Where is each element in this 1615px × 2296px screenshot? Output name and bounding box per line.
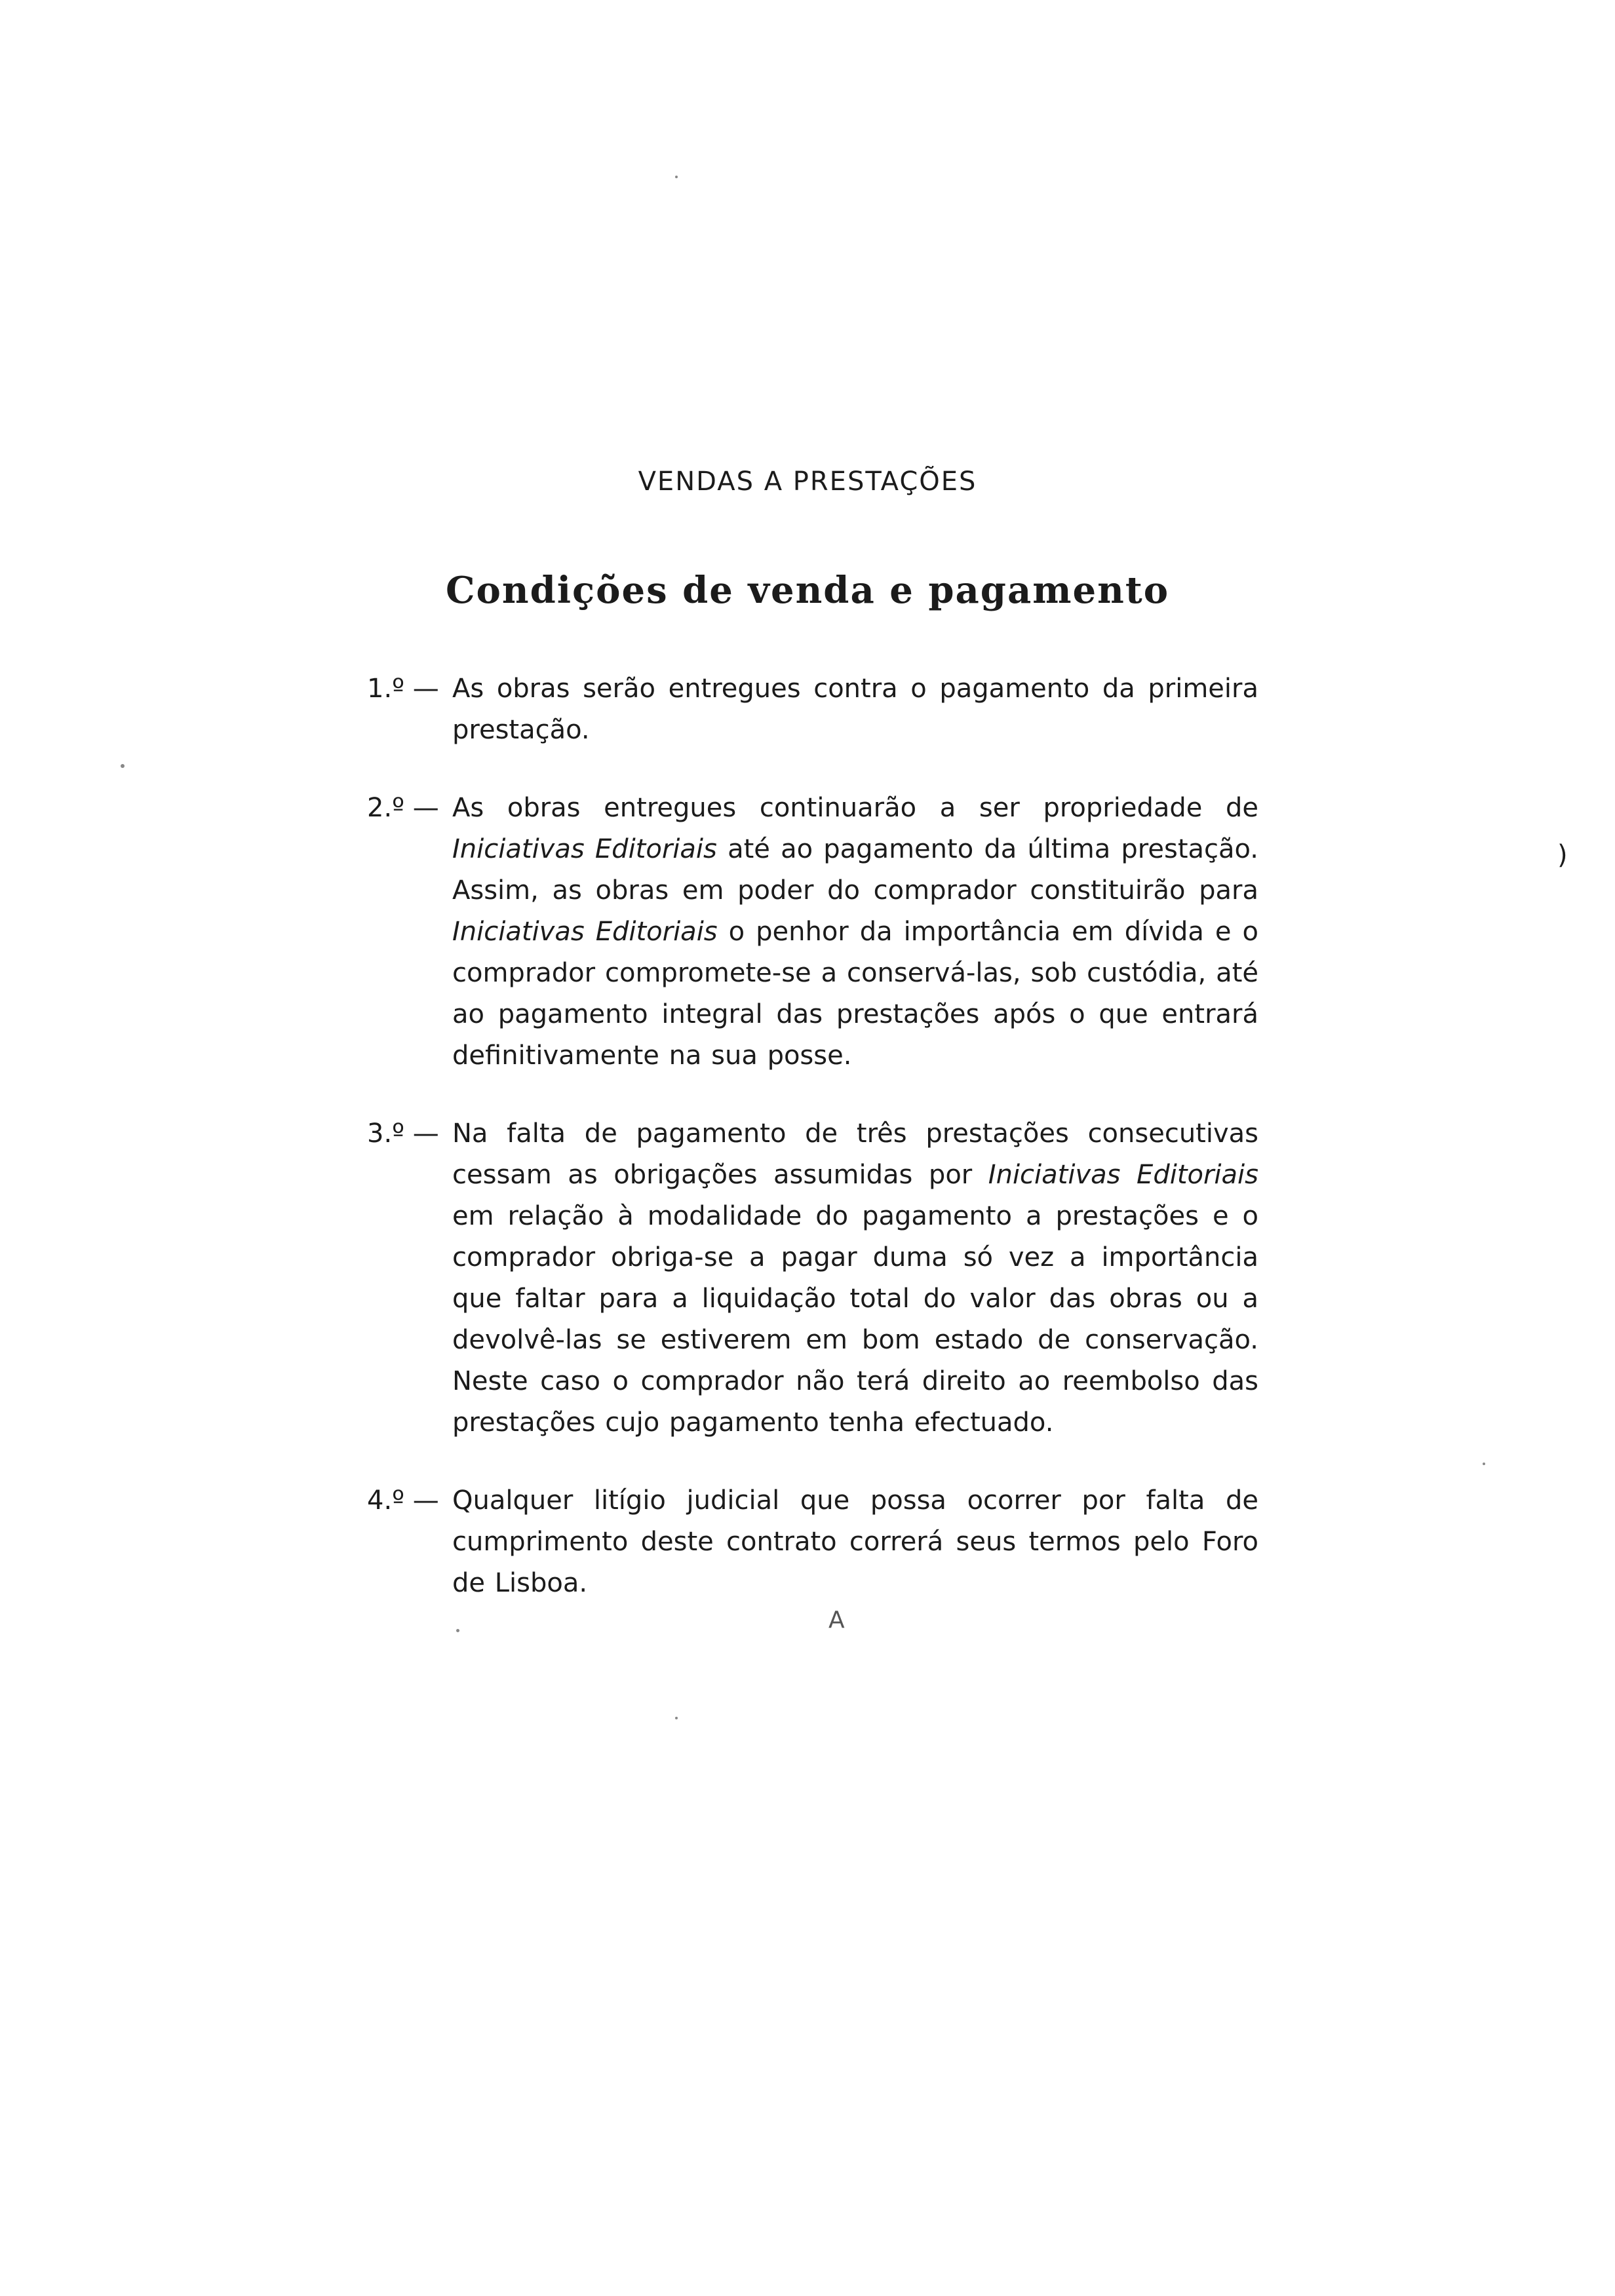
clause-item — [367, 1113, 1258, 1444]
clause-text-part: As obras entregues continuarão a ser propriedade de — [452, 793, 1258, 823]
clause-list — [367, 668, 1258, 1641]
clause-number: 4.º — — [367, 1485, 439, 1516]
page-title: VENDAS A PRESTAÇÕES — [638, 467, 977, 497]
scan-speck — [1483, 1463, 1485, 1465]
clause-text-part: As obras serão entregues contra o pagamento da primeira prestação. — [452, 674, 1258, 745]
clause-item — [367, 668, 1258, 751]
publisher-name: Iniciativas Editoriais — [452, 917, 718, 947]
clause-text-part: o penhor da importância em dívida e o comprador compromete-se a conservá-las, sob custódia, até ao pagamento integral das prestações após o que entrará definitivamente na sua posse. — [452, 917, 1258, 1071]
clause-text-part: até ao pagamento da última prestação. Assim, as obras em poder do comprador constituirão para — [452, 834, 1259, 906]
clause-text-part: Qualquer litígio judicial que possa ocorrer por falta de cumprimento deste contrato correrá seus termos pelo Foro de Lisboa. — [452, 1485, 1258, 1598]
clause-item — [367, 788, 1258, 1077]
scan-speck — [456, 1629, 459, 1632]
scan-speck — [675, 176, 678, 178]
clause-item — [367, 1480, 1258, 1604]
publisher-name: Iniciativas Editoriais — [988, 1160, 1259, 1190]
scan-speck — [675, 1717, 678, 1719]
clause-text — [452, 668, 1258, 751]
clause-text — [452, 788, 1258, 1077]
clause-text-part: em relação à modalidade do pagamento a prestações e o comprador obriga-se a pagar duma só vez a importância que faltar para a liquidação total do valor das obras ou a devolvê-las se estiverem em bom estado de conservação. Neste caso o comprador não terá direito ao reembolso das prestações cujo pagamento tenha efectuado. — [452, 1201, 1258, 1438]
publisher-name: Iniciativas Editoriais — [452, 834, 717, 864]
clause-number: 2.º — — [367, 793, 439, 823]
page-subtitle: Condições de venda e pagamento — [445, 569, 1170, 612]
scan-speck — [121, 764, 125, 768]
clause-text — [452, 1480, 1258, 1604]
clause-text — [452, 1113, 1258, 1444]
clause-number: 3.º — — [367, 1119, 439, 1149]
footer-mark: A — [828, 1607, 845, 1634]
clause-text-part: Na falta de pagamento de três prestações consecutivas cessam as obrigações assumidas por — [452, 1119, 1258, 1190]
clause-number: 1.º — — [367, 674, 439, 704]
margin-mark: ) — [1557, 840, 1568, 870]
